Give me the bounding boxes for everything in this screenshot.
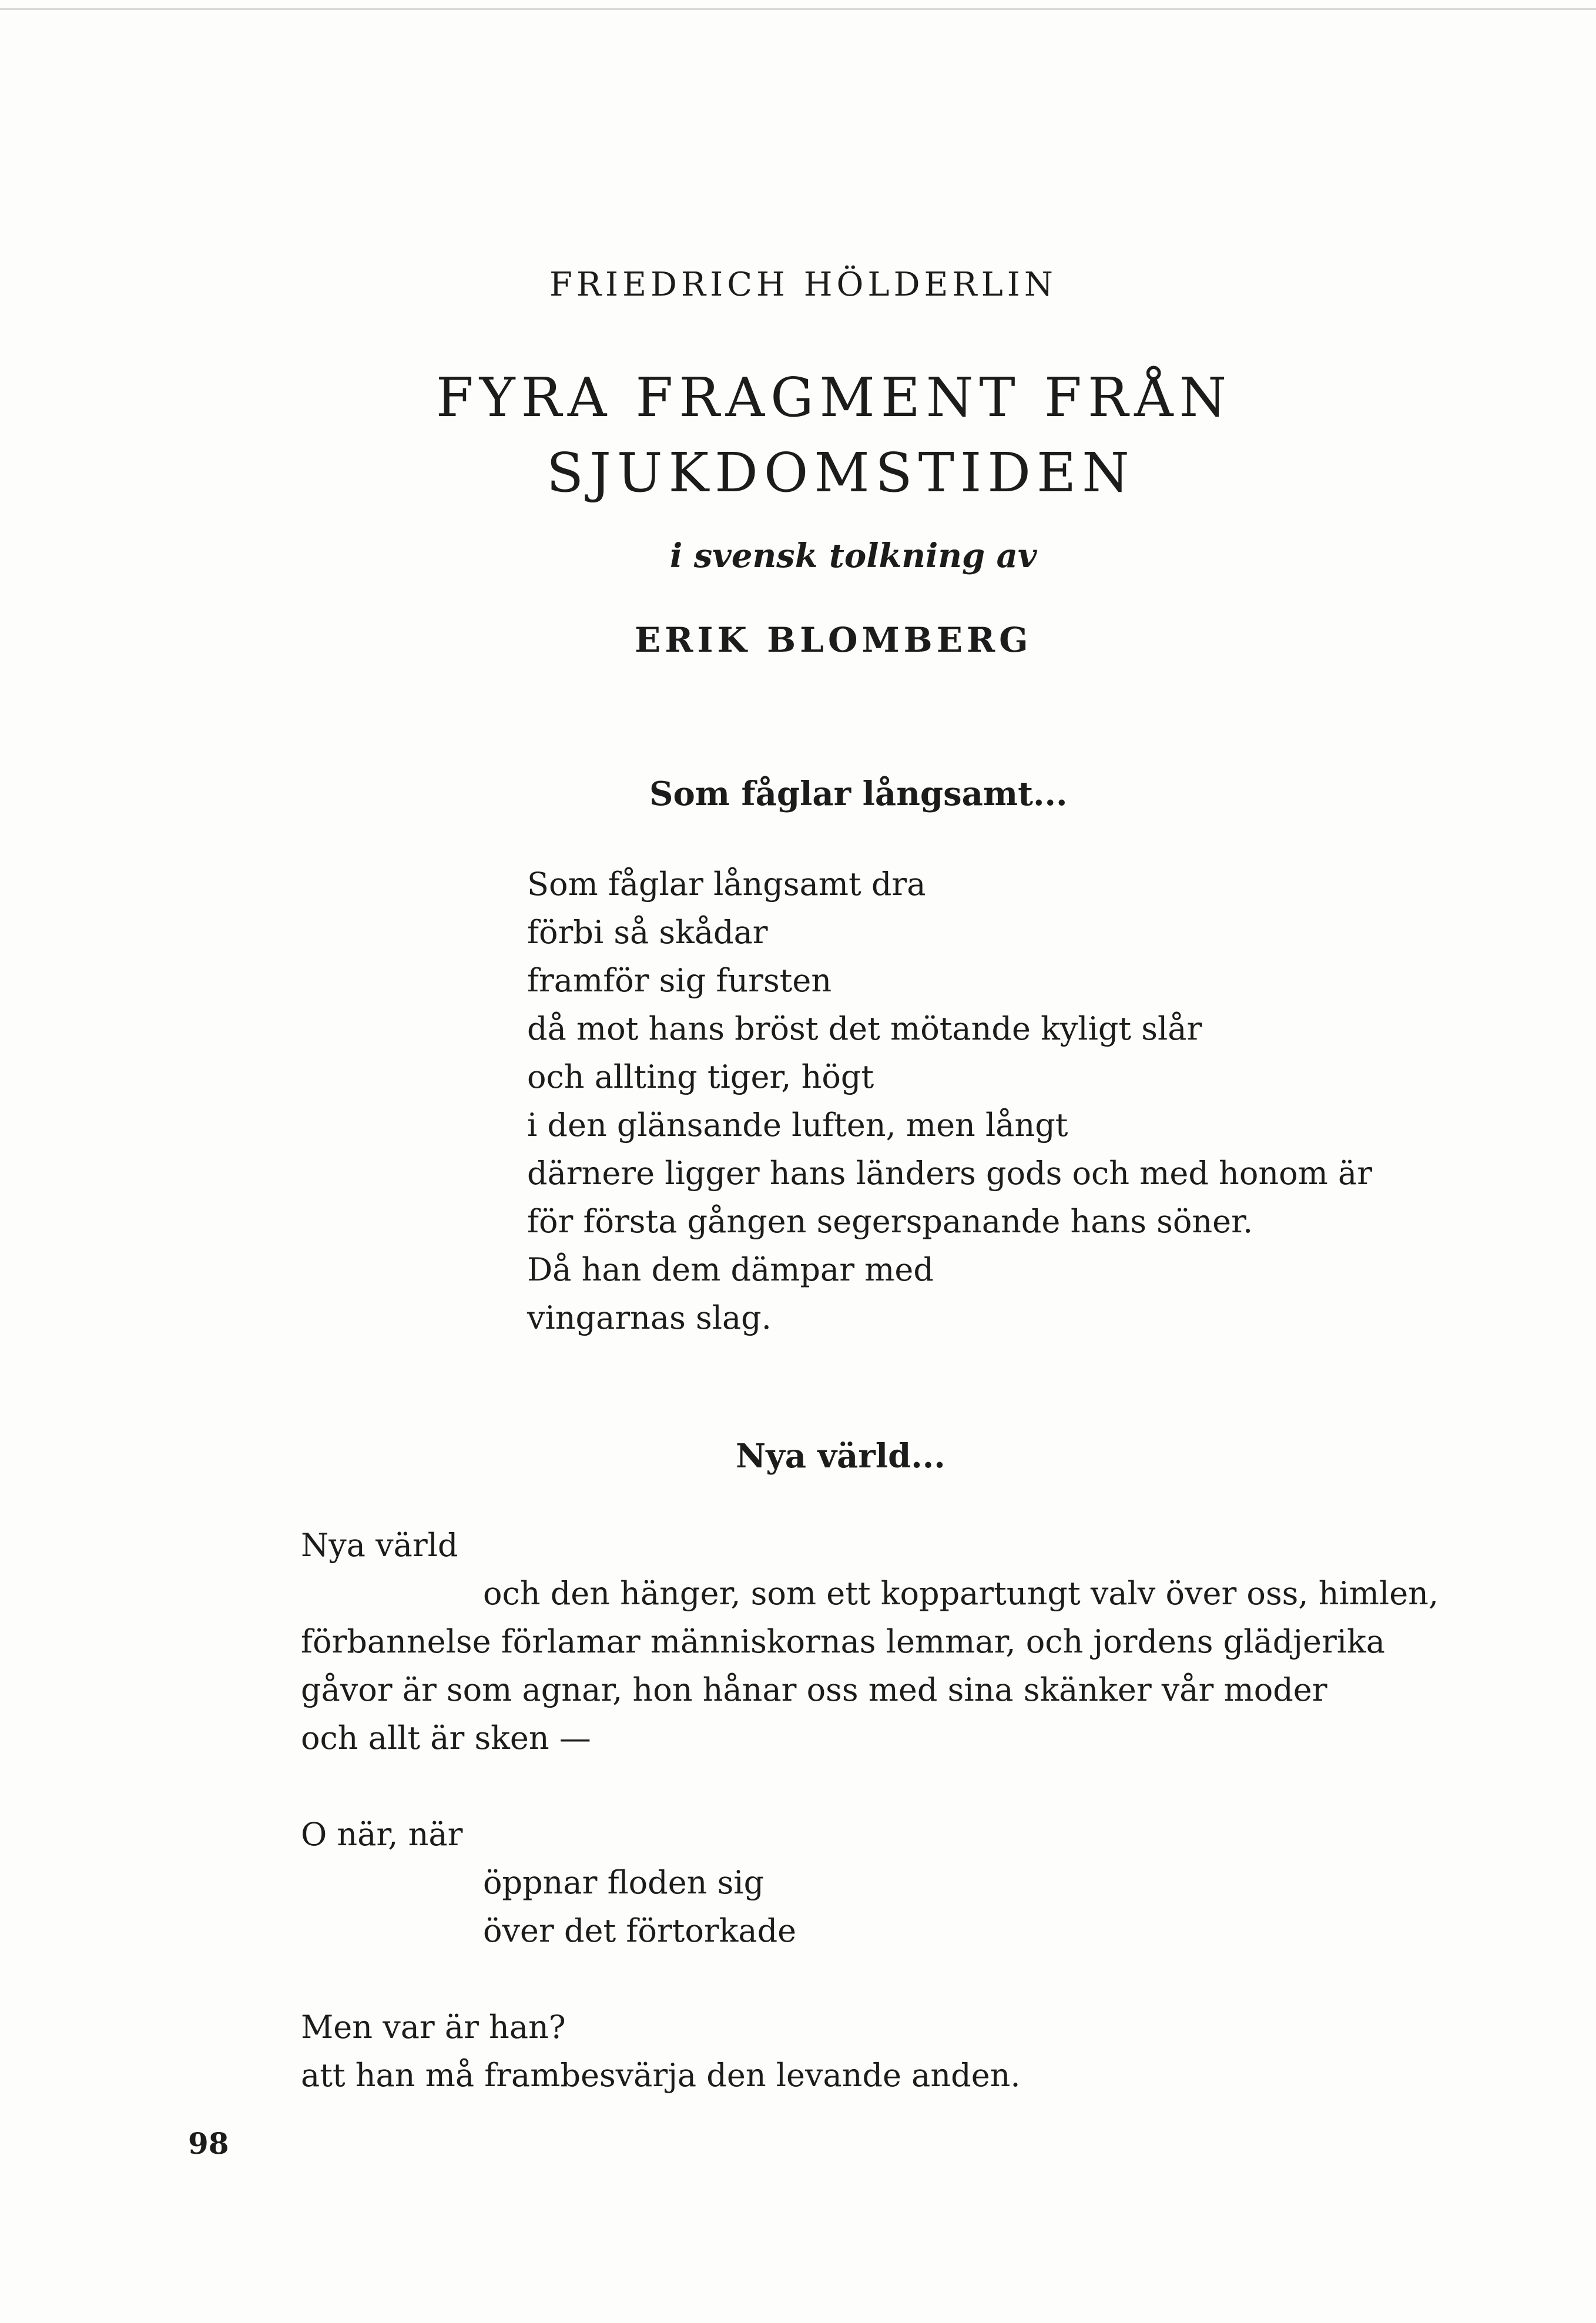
poem-2-line: Nya värld (301, 1527, 458, 1564)
poem-1-line: då mot hans bröst det mötande kyligt slår (527, 1010, 1202, 1047)
poem-2-line: öppnar floden sig (483, 1864, 765, 1901)
poem-1-line: i den glänsande luften, men långt (527, 1107, 1068, 1144)
poem-1-line: framför sig fursten (527, 962, 832, 999)
page-number: 98 (188, 2126, 229, 2161)
translation-subtitle: i svensk tolkning av (670, 537, 1037, 575)
title-line-2: SJUKDOMSTIDEN (546, 441, 1135, 504)
page-edge-line (0, 8, 1596, 10)
poem-2-line: Men var är han? (301, 2009, 566, 2046)
poem-1-line: förbi så skådar (527, 914, 768, 951)
poem-2-line: och allt är sken — (301, 1719, 591, 1757)
poem-2-title: Nya värld... (736, 1437, 945, 1476)
poem-1-line: för första gången segerspanande hans söner. (527, 1203, 1253, 1240)
poem-2-line: gåvor är som agnar, hon hånar oss med sina skänker vår moder (301, 1671, 1327, 1708)
poem-2-line: O när, när (301, 1816, 463, 1853)
translator-name: ERIK BLOMBERG (635, 620, 1032, 660)
author-name: FRIEDRICH HÖLDERLIN (549, 266, 1057, 304)
poem-2-line: att han må frambesvärja den levande anden. (301, 2057, 1021, 2094)
poem-1-line: därnere ligger hans länders gods och med honom är (527, 1155, 1373, 1192)
poem-2-line: förbannelse förlamar människornas lemmar, och jordens glädjerika (301, 1623, 1385, 1660)
poem-1-line: Då han dem dämpar med (527, 1251, 934, 1288)
poem-2-line: över det förtorkade (483, 1912, 797, 1949)
poem-2-line: och den hänger, som ett koppartungt valv över oss, himlen, (483, 1575, 1439, 1612)
title-line-1: FYRA FRAGMENT FRÅN (436, 366, 1233, 429)
poem-1-title: Som fåglar långsamt... (649, 775, 1068, 813)
poem-1-line: Som fåglar långsamt dra (527, 866, 926, 903)
poem-1-line: vingarnas slag. (527, 1299, 772, 1336)
poem-1-line: och allting tiger, högt (527, 1058, 874, 1095)
